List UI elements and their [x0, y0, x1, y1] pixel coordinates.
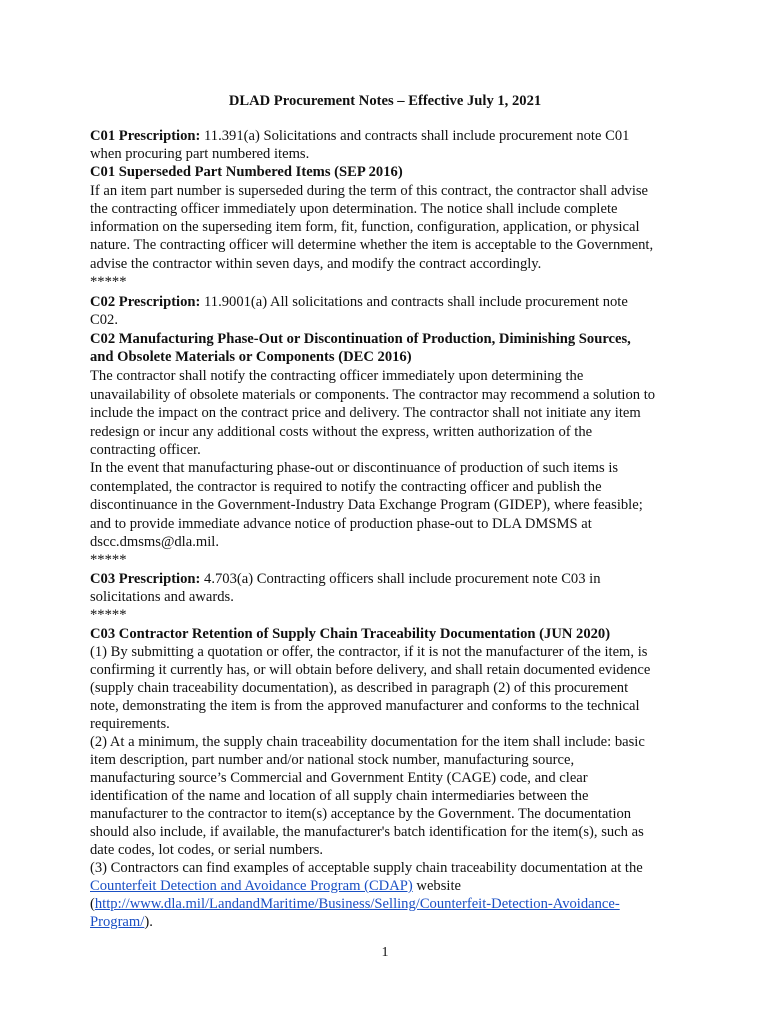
- c03-prescription-line-1: [90, 570, 601, 588]
- c01-prescription-line-2: when procuring part numbered items.: [90, 146, 310, 162]
- c01-body-line: information on the superseding item form, fit, function, configuration, application, or physical: [90, 219, 640, 235]
- c02-body-line: In the event that manufacturing phase-out or discontinuance of production of such items is: [90, 460, 619, 476]
- c01-prescription-text: 11.391(a) Solicitations and contracts shall include procurement note C01: [200, 128, 630, 144]
- cdap-link-suffix: website: [412, 878, 461, 894]
- url-line-2: [90, 913, 153, 931]
- c03-body-line: date codes, lot codes, or serial numbers.: [90, 842, 324, 858]
- c02-prescription-text: 11.9001(a) All solicitations and contracts shall include procurement note: [200, 294, 628, 310]
- c03-body-line: (2) At a minimum, the supply chain traceability documentation for the item shall include: basic: [90, 734, 645, 750]
- c01-prescription-label: C01 Prescription:: [90, 128, 201, 144]
- c03-prescription-line-2: solicitations and awards.: [90, 589, 234, 605]
- c01-body-line: If an item part number is superseded during the term of this contract, the contractor shall advise: [90, 183, 649, 199]
- c03-body-line: (supply chain traceability documentation), as described in paragraph (2) of this procurement: [90, 680, 629, 696]
- c01-body-line: the contracting officer immediately upon determination. The notice shall include complete: [90, 201, 618, 217]
- c01-prescription-line-1: [90, 127, 629, 145]
- c02-prescription-line-1: [90, 293, 628, 311]
- cdap-url-link[interactable]: http://www.dla.mil/LandandMaritime/Business/Selling/Counterfeit-Detection-Avoidance-: [94, 896, 620, 912]
- cdap-link-line: [90, 877, 461, 895]
- page-number: 1: [381, 945, 389, 960]
- c02-body-line: redesign or incur any additional costs without the express, written authorization of the: [90, 424, 593, 440]
- c02-body-line: and to provide immediate advance notice of production phase-out to DLA DMSMS at: [90, 516, 592, 532]
- c03-body-line: confirming it currently has, or will obtain before delivery, and shall retain documented evidence: [90, 662, 651, 678]
- c02-body-line: discontinuance in the Government-Industry Data Exchange Program (GIDEP), where feasible;: [90, 497, 643, 513]
- url-line-1: [90, 895, 620, 913]
- c03-prescription-label: C03 Prescription:: [90, 571, 201, 587]
- url-close-paren: ).: [144, 914, 153, 930]
- url-open-paren: (: [90, 896, 95, 912]
- section-separator: *****: [90, 274, 127, 290]
- c03-body-line: should also include, if available, the manufacturer's batch identification for the item(s), such as: [90, 824, 644, 840]
- section-separator: *****: [90, 552, 127, 568]
- c03-body-line: (3) Contractors can find examples of acceptable supply chain traceability documentation at the: [90, 860, 643, 876]
- section-separator: *****: [90, 607, 127, 623]
- c03-body-line: item description, part number and/or national stock number, manufacturing source,: [90, 752, 575, 768]
- c02-prescription-label: C02 Prescription:: [90, 294, 201, 310]
- c02-body-line: contracting officer.: [90, 442, 201, 458]
- c02-body-line: include the impact on the contract price and delivery. The contractor shall not initiate any item: [90, 405, 641, 421]
- c03-prescription-text: 4.703(a) Contracting officers shall include procurement note C03 in: [200, 571, 601, 587]
- c03-body-line: manufacturer to the contractor to item(s) acceptance by the Government. The documentation: [90, 806, 632, 822]
- document-title: DLAD Procurement Notes – Effective July 1, 2021: [228, 93, 542, 109]
- c02-body-line: unavailability of obsolete materials or components. The contractor may recommend a solution to: [90, 387, 656, 403]
- c03-body-line: requirements.: [90, 716, 170, 732]
- c01-body-line: nature. The contracting officer will determine whether the item is acceptable to the Government,: [90, 237, 654, 253]
- cdap-url-link-continued[interactable]: Program/: [90, 914, 145, 930]
- c02-heading-line-1: C02 Manufacturing Phase-Out or Discontinuation of Production, Diminishing Sources,: [90, 331, 631, 347]
- c03-body-line: manufacturing source’s Commercial and Government Entity (CAGE) code, and clear: [90, 770, 588, 786]
- c02-body-line: contemplated, the contractor is required to notify the contracting officer and publish the: [90, 479, 602, 495]
- c01-body-line: advise the contractor within seven days, and modify the contract accordingly.: [90, 256, 542, 272]
- c03-body-line: identification of the name and location of all supply chain intermediaries between the: [90, 788, 589, 804]
- c02-body-line: The contractor shall notify the contracting officer immediately upon determining the: [90, 368, 584, 384]
- c01-heading: C01 Superseded Part Numbered Items (SEP 2016): [90, 164, 403, 180]
- c03-heading: C03 Contractor Retention of Supply Chain Traceability Documentation (JUN 2020): [90, 626, 611, 642]
- c02-body-line: dscc.dmsms@dla.mil.: [90, 534, 219, 550]
- c02-prescription-line-2: C02.: [90, 312, 118, 328]
- c02-heading-line-2: and Obsolete Materials or Components (DEC 2016): [90, 349, 412, 365]
- c03-body-line: (1) By submitting a quotation or offer, the contractor, if it is not the manufacturer of the item, is: [90, 644, 648, 660]
- c03-body-line: note, demonstrating the item is from the approved manufacturer and conforms to the technical: [90, 698, 640, 714]
- cdap-link[interactable]: Counterfeit Detection and Avoidance Program (CDAP): [90, 878, 413, 894]
